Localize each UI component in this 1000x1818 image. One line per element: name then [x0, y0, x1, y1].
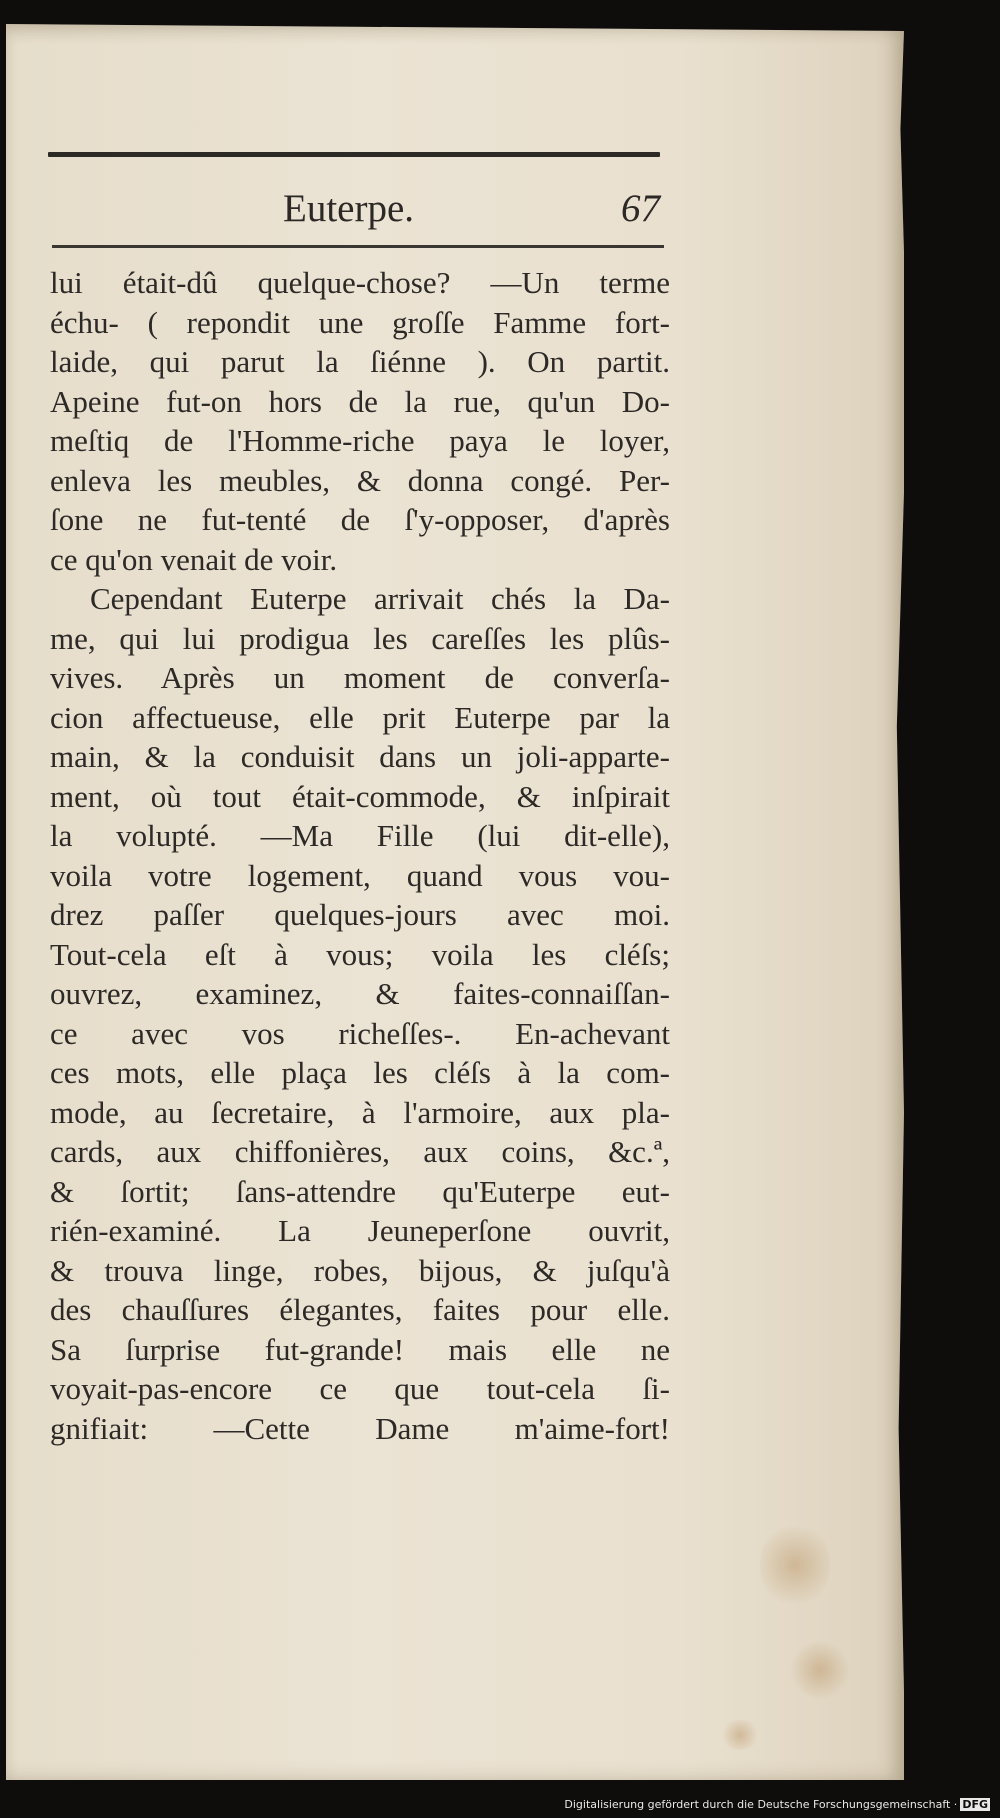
text-line: mode, au ſecretaire, à l'armoire, aux pla- [50, 1094, 670, 1130]
running-header [48, 186, 660, 240]
header-rule-top [48, 152, 660, 157]
dfg-logo: DFG [962, 1798, 988, 1811]
text-line: & ſortit; ſans-attendre qu'Euterpe eut- [50, 1173, 670, 1209]
text-line: cion affectueuse, elle prit Euterpe par la [50, 699, 670, 735]
text-line: rién-examiné. La Jeuneperſone ouvrit, [50, 1213, 670, 1248]
text-line: voila votre logement, quand vous vou- [50, 857, 670, 893]
text-line: meſtiq de l'Homme-riche paya le loyer, [50, 423, 670, 458]
text-line: ſone ne fut-tenté de ſ'y-opposer, d'après [50, 502, 670, 537]
credit-text: Digitalisierung gefördert durch die Deutsche Forschungsgemeinschaft · [564, 1798, 958, 1811]
text-line: cards, aux chiffonières, aux coins, &c.ª, [50, 1134, 670, 1169]
text-line: ce qu'on venait de voir. [50, 541, 338, 577]
foxing-stain [790, 1640, 850, 1700]
text-line: ces mots, elle plaça les cléſs à la com- [50, 1055, 670, 1090]
text-line: main, & la conduisit dans un joli-apparte- [50, 739, 670, 774]
text-line: Cependant Euterpe arrivait chés la Da- [90, 581, 670, 616]
digitization-credit [564, 1798, 990, 1811]
text-line: Apeine fut-on hors de la rue, qu'un Do- [50, 383, 670, 419]
foxing-stain [720, 1720, 760, 1750]
text-line: des chauſſures élegantes, faites pour elle. [50, 1292, 670, 1327]
text-line: ce avec vos richeſſes-. En-achevant [50, 1015, 670, 1051]
text-line: ouvrez, examinez, & faites-connaiſſan- [50, 976, 670, 1011]
page-number: 67 [621, 187, 660, 230]
foxing-stain [760, 1520, 830, 1610]
text-line: échu- ( repondit une groſſe Famme fort- [50, 304, 670, 340]
text-line: laide, qui parut la ſiénne ). On partit. [50, 344, 670, 379]
running-title: Euterpe. [283, 187, 415, 230]
text-line: ment, où tout était-commode, & inſpirait [50, 778, 670, 814]
header-rule-bottom [52, 245, 664, 248]
body-text [50, 263, 670, 1448]
text-line: lui était-dû quelque-chose? —Un terme [50, 265, 670, 300]
text-line: & trouva linge, robes, bijous, & juſqu'à [50, 1252, 670, 1288]
text-line: gnifiait: —Cette Dame m'aime-fort! [50, 1410, 670, 1446]
text-line: drez paſſer quelques-jours avec moi. [50, 897, 670, 932]
text-line: Tout-cela eſt à vous; voila les cléſs; [50, 936, 670, 972]
text-line: enleva les meubles, & donna congé. Per- [50, 462, 670, 498]
text-line: vives. Après un moment de converſa- [50, 660, 670, 695]
text-line: voyait-pas-encore ce que tout-cela ſi- [50, 1371, 670, 1406]
text-line: me, qui lui prodigua les careſſes les plûs- [50, 620, 670, 656]
text-line: Sa ſurprise fut-grande! mais elle ne [50, 1331, 670, 1367]
text-line: la volupté. —Ma Fille (lui dit-elle), [50, 818, 670, 853]
